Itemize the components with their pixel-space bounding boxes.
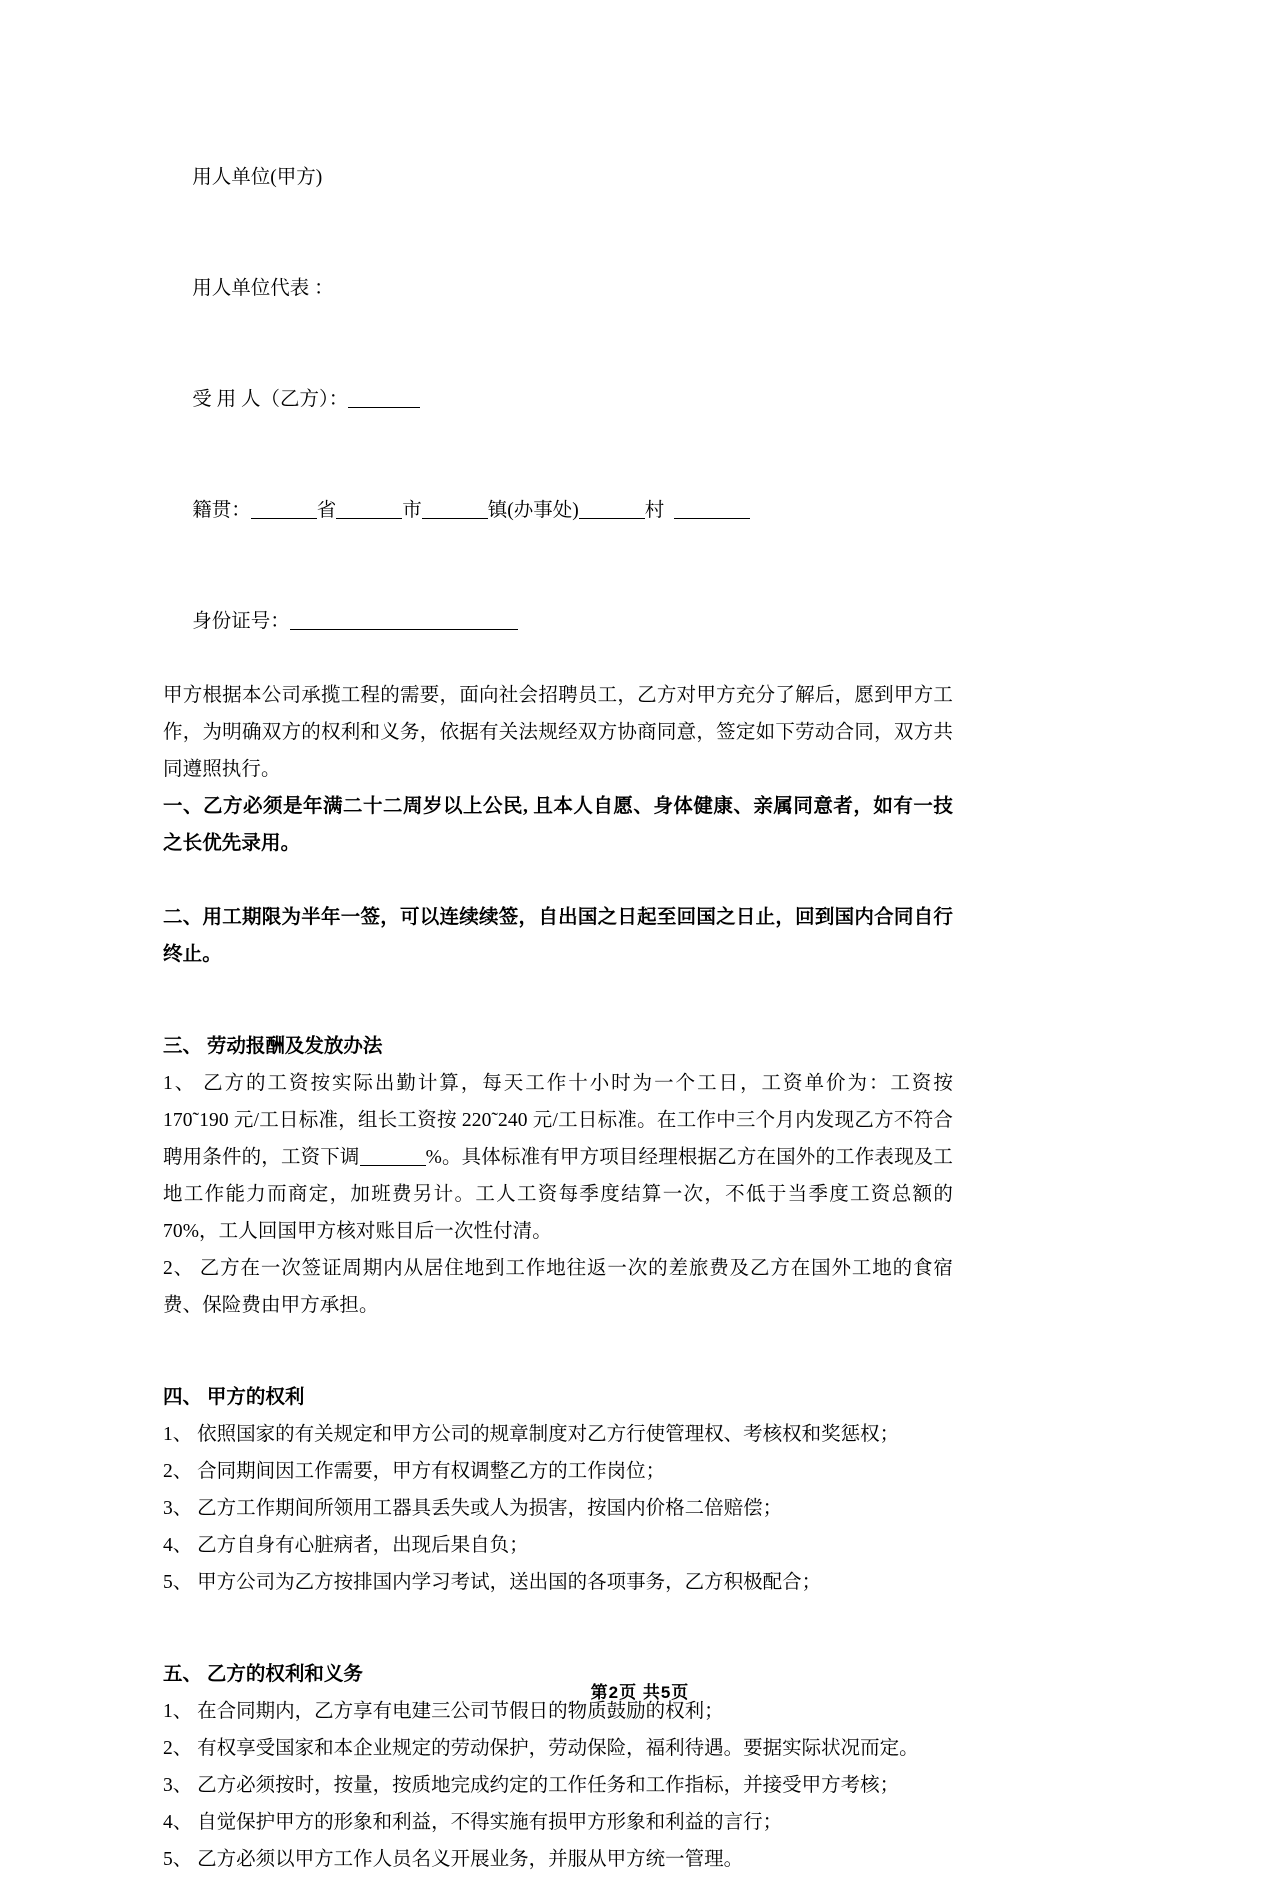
origin-village-blank[interactable] <box>579 499 645 519</box>
section-four-item: 2、 合同期间因工作需要，甲方有权调整乙方的工作岗位； <box>163 1461 666 1482</box>
origin-field <box>163 455 953 566</box>
spacer <box>163 973 953 1028</box>
section-three-item-1 <box>163 1065 953 1250</box>
employer-rep-field <box>163 233 953 344</box>
section-five-item: 5、 乙方必须以甲方工作人员名义开展业务，并服从甲方统一管理。 <box>163 1849 744 1870</box>
wage-reduction-blank[interactable] <box>360 1146 426 1166</box>
section-four-heading: 四、 甲方的权利 <box>163 1387 305 1408</box>
page-number-text: 第2页 共5页 <box>590 1683 690 1702</box>
section-four-item: 3、 乙方工作期间所领用工器具丢失或人为损害，按国内价格二倍赔偿； <box>163 1498 783 1519</box>
document-content <box>163 122 953 1878</box>
section-four-item: 1、 依照国家的有关规定和甲方公司的规章制度对乙方行使管理权、考核权和奖惩权； <box>163 1424 900 1445</box>
section-five-item: 4、 自觉保护甲方的形象和利益，不得实施有损甲方形象和利益的言行； <box>163 1812 783 1833</box>
origin-label: 籍贯： <box>192 500 251 521</box>
employee-name-blank[interactable] <box>348 388 420 408</box>
employee-label: 受 用 人（乙方）： <box>192 389 349 410</box>
spacer <box>163 862 953 899</box>
section-five-item: 1、 在合同期内，乙方享有电建三公司节假日的物质鼓励的权利； <box>163 1701 724 1722</box>
employee-field <box>163 344 953 455</box>
origin-city-unit: 市 <box>402 500 422 521</box>
preamble-paragraph: 甲方根据本公司承揽工程的需要，面向社会招聘员工，乙方对甲方充分了解后，愿到甲方工作，为明确双方的权利和义务，依据有关法规经双方协商同意，签定如下劳动合同，双方共同遵照执行。 <box>163 685 953 780</box>
employer-rep-label: 用人单位代表 ： <box>192 278 334 299</box>
section-four-item: 4、 乙方自身有心脏病者，出现后果自负； <box>163 1535 529 1556</box>
section-five-item: 2、 有权享受国家和本企业规定的劳动保护，劳动保险，福利待遇。要据实际状况而定。 <box>163 1738 919 1759</box>
employer-label: 用人单位(甲方) <box>192 167 323 188</box>
employer-field <box>163 122 953 233</box>
section-three-item-1-part-2: %。具体标准有甲方项目经理根据乙方在国外的工作表现及工地工作能力而商定，加班费另计。工人工资每季度结算一次，不低于当季度工资总额的 70%，工人回国甲方核对账目后一次性付清。 <box>163 1147 953 1242</box>
spacer <box>163 1324 953 1379</box>
clause-two: 二、用工期限为半年一签，可以连续续签，自出国之日起至回国之日止，回到国内合同自行终止。 <box>163 907 953 965</box>
section-five-heading: 五、 乙方的权利和义务 <box>163 1664 363 1685</box>
section-three-item-2: 2、 乙方在一次签证周期内从居住地到工作地往返一次的差旅费及乙方在国外工地的食宿费、保险费由甲方承担。 <box>163 1258 953 1316</box>
section-three-item-1-part-1: 1、 乙方的工资按实际出勤计算，每天工作十小时为一个工日，工资单价为：工资按 170˜190 元/工日标准，组长工资按 220˜240 元/工日标准。在工作中三个月内发现乙方不符合聘用条件的，工资下调 <box>163 1073 953 1168</box>
origin-city-blank[interactable] <box>336 499 402 519</box>
section-four-item: 5、 甲方公司为乙方按排国内学习考试，送出国的各项事务，乙方积极配合； <box>163 1572 822 1593</box>
section-three-heading: 三、 劳动报酬及发放办法 <box>163 1036 383 1057</box>
clause-one: 一、乙方必须是年满二十二周岁以上公民, 且本人自愿、身体健康、亲属同意者，如有一技之长优先录用。 <box>163 796 953 854</box>
origin-extra-blank[interactable] <box>674 499 750 519</box>
spacer <box>163 1601 953 1656</box>
origin-town-blank[interactable] <box>422 499 488 519</box>
origin-province-unit: 省 <box>316 500 337 521</box>
id-field <box>163 566 953 677</box>
page-footer <box>0 1678 1280 1703</box>
section-five-item: 3、 乙方必须按时，按量，按质地完成约定的工作任务和工作指标，并接受甲方考核； <box>163 1775 900 1796</box>
origin-town-unit: 镇(办事处) <box>487 500 579 521</box>
id-label: 身份证号： <box>192 611 290 632</box>
origin-province-blank[interactable] <box>251 499 317 519</box>
origin-village-unit: 村 <box>644 500 665 521</box>
id-number-blank[interactable] <box>290 610 518 630</box>
